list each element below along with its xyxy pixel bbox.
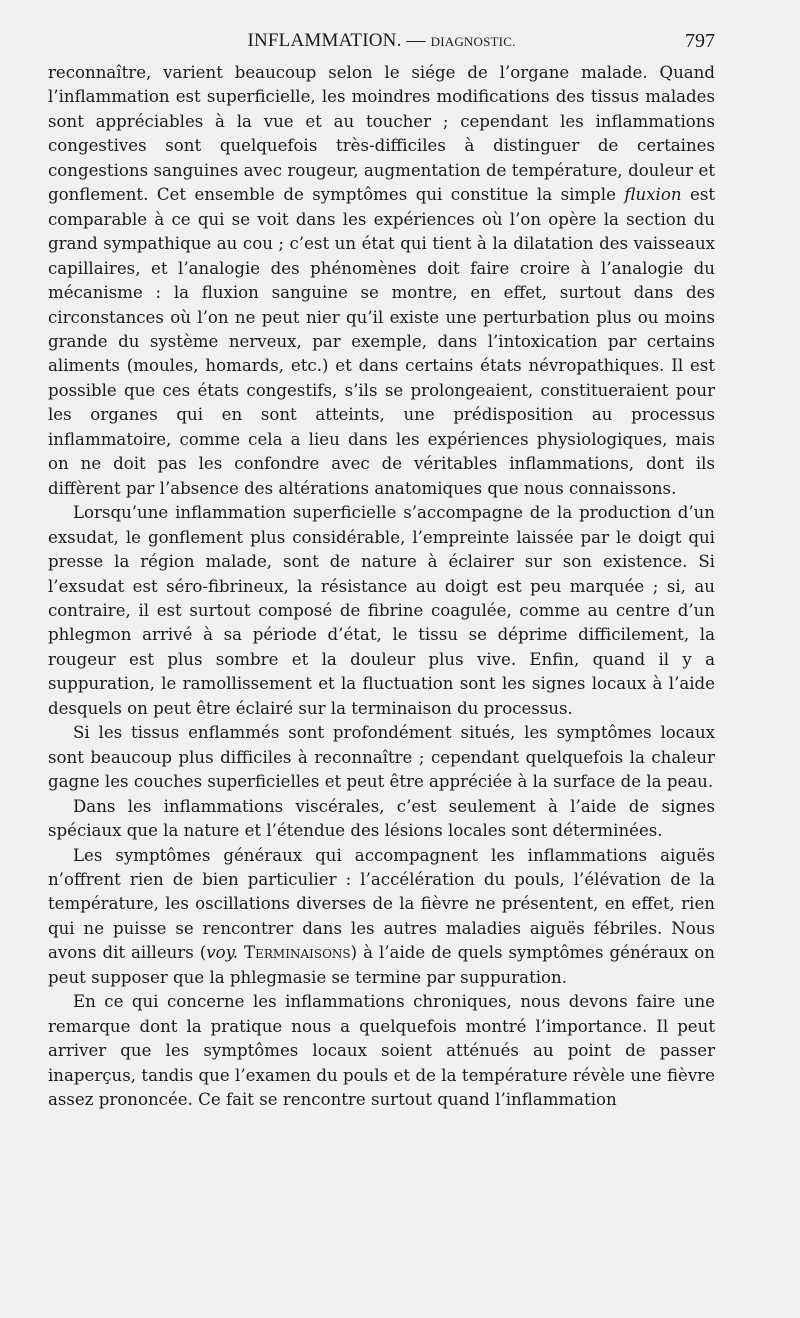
paragraph-5-part-a: Les symptômes généraux qui accompagnent les inflammations aiguës n’offrent rien de bien particulier : l’accélération du pouls, l’élévation de la température, les oscillations diverses de la fièvre ne présentent, en effet, rien qui ne puisse se rencontrer dans les autres maladies aiguës fébriles. Nous avons dit ailleurs (	[48, 845, 715, 963]
page-header	[48, 30, 715, 56]
cross-reference-terminaisons: Terminaisons	[238, 943, 351, 963]
running-title-main: INFLAMMATION.	[247, 30, 402, 51]
paragraph-2: Lorsqu’une inflammation superficielle s’accompagne de la production d’un exsudat, le gonflement plus considérable, l’empreinte laissée par le doigt qui presse la région malade, sont de nature à éclairer sur son existence. Si l’exsudat est séro-fibrineux, la résistance au doigt est peu marquée ; si, au contraire, il est surtout composé de fibrine coagulée, comme au centre d’un phlegmon arrivé à sa période d’état, le tissu se déprime difficilement, la rougeur est plus sombre et la douleur plus vive. Enfin, quand il y a suppuration, le ramollissement et la fluctuation sont les signes locaux à l’aide desquels on peut être éclairé sur la terminaison du processus.	[48, 503, 715, 718]
paragraph-1-part-a: reconnaître, varient beaucoup selon le siége de l’organe malade. Quand l’inflammation est superficielle, les moindres modifications des tissus malades sont appréciables à la vue et au toucher ; cependant les inflammations congestives sont quelquefois très-difficiles à distinguer de certaines congestions sanguines avec rougeur, augmentation de température, douleur et gonflement. Cet ensemble de symptômes qui constitue la simple	[48, 63, 715, 205]
emphasis-voy: voy.	[206, 943, 239, 963]
body-text	[48, 61, 715, 1112]
paragraph-5-part-b: ) à l’aide de quels symptômes généraux on peut supposer que la phlegmasie se termine par suppuration.	[48, 943, 715, 987]
paragraph-6: En ce qui concerne les inflammations chroniques, nous devons faire une remarque dont la pratique nous a quelquefois montré l’importance. Il peut arriver que les symptômes locaux soient atténués au point de passer inaperçus, tandis que l’examen du pouls et de la température révèle une fièvre assez prononcée. Ce fait se rencontre surtout quand l’inflammation	[48, 992, 715, 1110]
page-number: 797	[685, 30, 715, 52]
emphasis-fluxion: fluxion	[624, 185, 682, 205]
paragraph-1-part-b: est comparable à ce qui se voit dans les expériences où l’on opère la section du grand sympathique au cou ; c’est un état qui tient à la dilatation des vaisseaux capillaires, et l’analogie des phénomènes doit faire croire à l’analogie du mécanisme : la fluxion sanguine se montre, en effet, surtout dans des circonstances où l’on ne peut nier qu’il existe une perturbation plus ou moins grande du système nerveux, par exemple, dans l’intoxication par certains aliments (moules, homards, etc.) et dans certains états névropathiques. Il est possible que ces états congestifs, s’ils se prolongeaient, constitueraient pour les organes qui en sont atteints, une prédisposition au processus inflammatoire, comme cela a lieu dans les expériences physiologiques, mais on ne doit pas les confondre avec de véritables inflammations, dont ils diffèrent par l’absence des altérations anatomiques que nous connaissons.	[48, 185, 716, 498]
paragraph-1	[48, 61, 715, 501]
running-title-subtitle: DIAGNOSTIC.	[430, 34, 516, 49]
running-title-separator: —	[401, 30, 431, 51]
running-title	[48, 30, 715, 52]
paragraph-3: Si les tissus enflammés sont profondément situés, les symptômes locaux sont beaucoup plus difficiles à reconnaître ; cependant quelquefois la chaleur gagne les couches superficielles et peut être appréciée à la surface de la peau.	[48, 723, 715, 792]
paragraph-5	[48, 844, 715, 991]
paragraph-4: Dans les inflammations viscérales, c’est seulement à l’aide de signes spéciaux que la nature et l’étendue des lésions locales sont déterminées.	[48, 796, 715, 841]
